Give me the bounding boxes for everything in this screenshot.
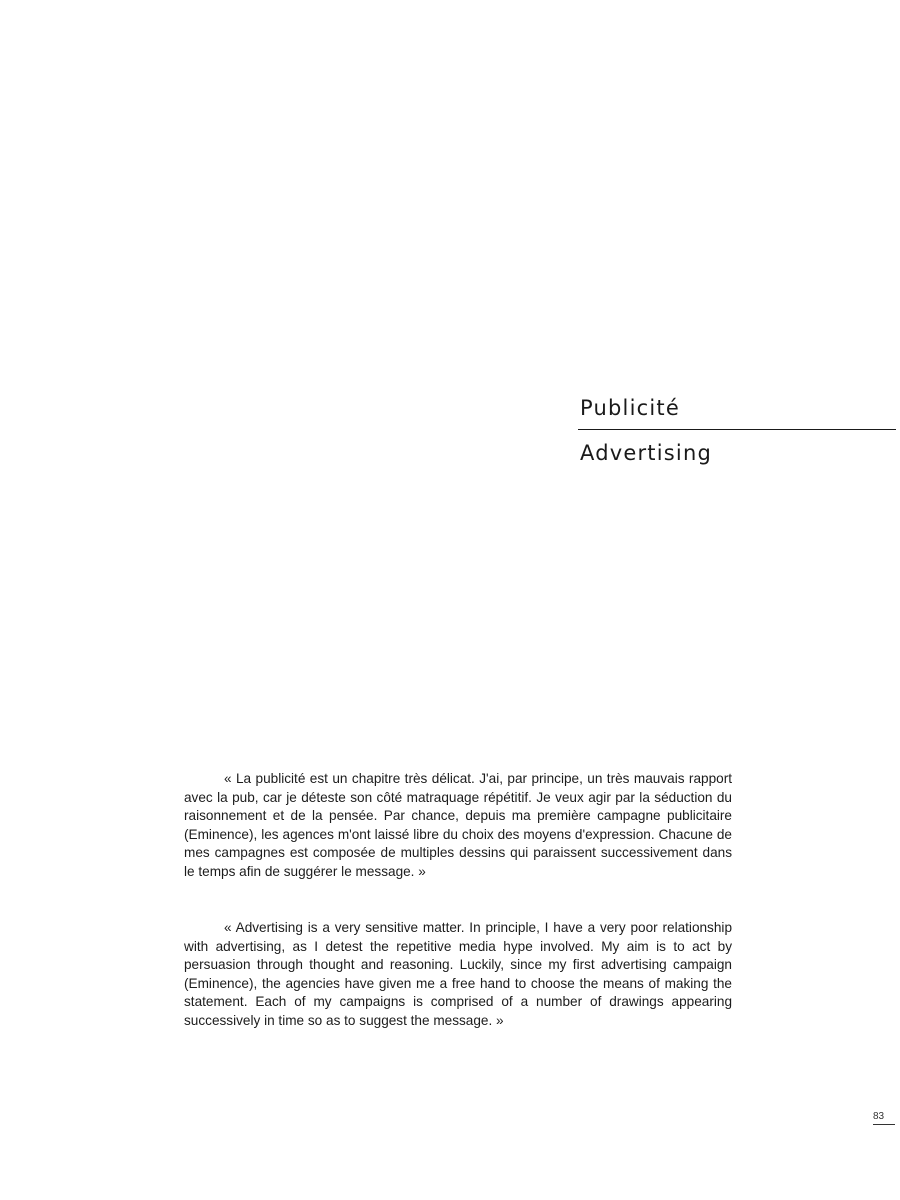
paragraph-english: « Advertising is a very sensitive matter. In principle, I have a very poor relationship with advertising, as I detest the repetitive media hype involved. My aim is to act by persuasion through thought and reasoning. Luckily, since my first advertising campaign (Eminence), the agencies have given me a free hand to choose the means of making the statement. Each of my campaigns is comprised of a number of drawings appearing successively in time so as to suggest the message. »	[184, 920, 732, 1028]
page-number: 83	[873, 1111, 895, 1125]
heading-english: Advertising	[580, 441, 712, 465]
heading-french: Publicité	[580, 396, 680, 420]
section-heading	[580, 393, 898, 468]
heading-divider	[578, 429, 896, 430]
paragraph-french: « La publicité est un chapitre très délicat. J'ai, par principe, un très mauvais rapport avec la pub, car je déteste son côté matraquage répétitif. Je veux agir par la séduction du raisonnement et de la pensée. Par chance, depuis ma première campagne publicitaire (Eminence), les agences m'ont laissé libre du choix des moyens d'expression. Chacune de mes campagnes est composée de multiples dessins qui paraissent successivement dans le temps afin de suggérer le message. »	[184, 771, 732, 879]
